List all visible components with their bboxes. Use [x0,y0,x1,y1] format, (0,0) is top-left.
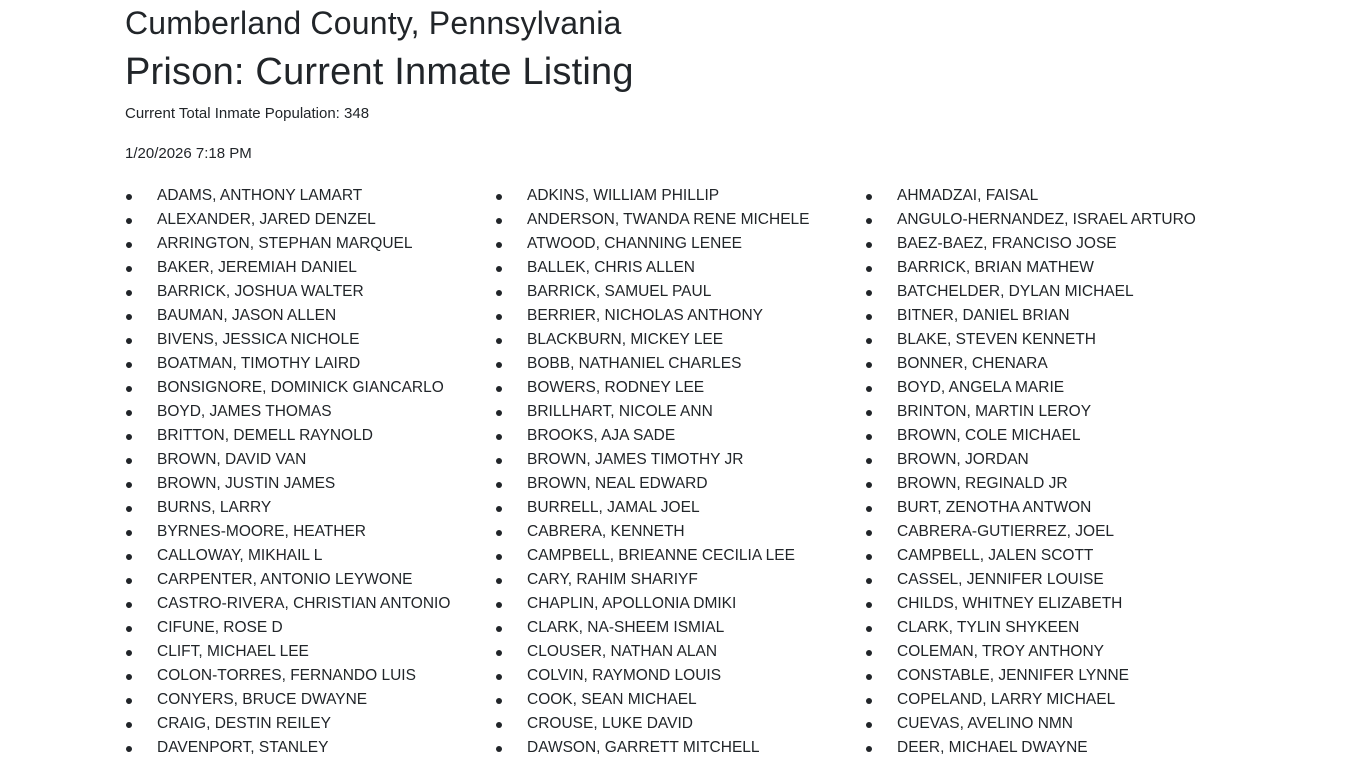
inmate-list-item: BATCHELDER, DYLAN MICHAEL [865,280,1235,304]
inmate-list-item: BROWN, JAMES TIMOTHY JR [495,448,865,472]
inmate-list-item: BARRICK, SAMUEL PAUL [495,280,865,304]
inmate-list-item: BRILLHART, NICOLE ANN [495,400,865,424]
inmate-list-item: BROWN, REGINALD JR [865,472,1235,496]
inmate-list-item: CUEVAS, AVELINO NMN [865,712,1235,736]
inmate-list-item: BOATMAN, TIMOTHY LAIRD [125,352,495,376]
inmate-list-item: ARRINGTON, STEPHAN MARQUEL [125,232,495,256]
inmate-list-item: CRAIG, DESTIN REILEY [125,712,495,736]
inmate-list-item: BURRELL, JAMAL JOEL [495,496,865,520]
inmate-column-2 [495,184,865,760]
inmate-list-item: BURNS, LARRY [125,496,495,520]
inmate-list-item: ALEXANDER, JARED DENZEL [125,208,495,232]
inmate-list-item: BROWN, JUSTIN JAMES [125,472,495,496]
inmate-list-item: AHMADZAI, FAISAL [865,184,1235,208]
inmate-list-item: BOBB, NATHANIEL CHARLES [495,352,865,376]
inmate-list-item: ATWOOD, CHANNING LENEE [495,232,865,256]
inmate-list-item: CLARK, TYLIN SHYKEEN [865,616,1235,640]
inmate-list-item: COLVIN, RAYMOND LOUIS [495,664,865,688]
inmate-list-item: DEER, MICHAEL DWAYNE [865,736,1235,760]
inmate-list-item: CARY, RAHIM SHARIYF [495,568,865,592]
inmate-list-item: BARRICK, BRIAN MATHEW [865,256,1235,280]
inmate-list-item: BONSIGNORE, DOMINICK GIANCARLO [125,376,495,400]
inmate-list-item: BRITTON, DEMELL RAYNOLD [125,424,495,448]
inmate-list-item: CARPENTER, ANTONIO LEYWONE [125,568,495,592]
inmate-list-item: BOYD, ANGELA MARIE [865,376,1235,400]
page-title: Prison: Current Inmate Listing [125,51,634,93]
county-title: Cumberland County, Pennsylvania [125,5,622,41]
inmate-list-item: BURT, ZENOTHA ANTWON [865,496,1235,520]
inmate-list-item: BITNER, DANIEL BRIAN [865,304,1235,328]
inmate-list-item: COOK, SEAN MICHAEL [495,688,865,712]
inmate-list-item: ANGULO-HERNANDEZ, ISRAEL ARTURO [865,208,1235,232]
inmate-list-item: CLARK, NA-SHEEM ISMIAL [495,616,865,640]
inmate-list-item: BLAKE, STEVEN KENNETH [865,328,1235,352]
inmate-list-item: DAVENPORT, STANLEY [125,736,495,760]
timestamp: 1/20/2026 7:18 PM [125,145,252,162]
inmate-list-item: COPELAND, LARRY MICHAEL [865,688,1235,712]
population-count: Current Total Inmate Population: 348 [125,105,370,122]
inmate-list-item: COLON-TORRES, FERNANDO LUIS [125,664,495,688]
inmate-list-item: CASSEL, JENNIFER LOUISE [865,568,1235,592]
inmate-list-item: CASTRO-RIVERA, CHRISTIAN ANTONIO [125,592,495,616]
inmate-list-item: BAUMAN, JASON ALLEN [125,304,495,328]
inmate-list-item: BOWERS, RODNEY LEE [495,376,865,400]
inmate-column-1 [125,184,495,760]
inmate-column-3 [865,184,1235,760]
inmate-list-item: ANDERSON, TWANDA RENE MICHELE [495,208,865,232]
inmate-list-item: CABRERA-GUTIERREZ, JOEL [865,520,1235,544]
inmate-list-item: BROWN, JORDAN [865,448,1235,472]
inmate-list-item: BALLEK, CHRIS ALLEN [495,256,865,280]
inmate-list-item: BLACKBURN, MICKEY LEE [495,328,865,352]
inmate-list-item: CONYERS, BRUCE DWAYNE [125,688,495,712]
inmate-list-item: BROWN, NEAL EDWARD [495,472,865,496]
inmate-list-item: BROOKS, AJA SADE [495,424,865,448]
inmate-list-item: BROWN, COLE MICHAEL [865,424,1235,448]
inmate-list-item: CALLOWAY, MIKHAIL L [125,544,495,568]
inmate-list-item: COLEMAN, TROY ANTHONY [865,640,1235,664]
inmate-list-item: CLIFT, MICHAEL LEE [125,640,495,664]
inmate-list-item: BARRICK, JOSHUA WALTER [125,280,495,304]
inmate-list-item: BOYD, JAMES THOMAS [125,400,495,424]
inmate-list-item: CHAPLIN, APOLLONIA DMIKI [495,592,865,616]
inmate-list-item: BAKER, JEREMIAH DANIEL [125,256,495,280]
inmate-list-item: BROWN, DAVID VAN [125,448,495,472]
inmate-list-item: CAMPBELL, JALEN SCOTT [865,544,1235,568]
inmate-list-item: ADKINS, WILLIAM PHILLIP [495,184,865,208]
inmate-list-item: CAMPBELL, BRIEANNE CECILIA LEE [495,544,865,568]
inmate-list-item: CLOUSER, NATHAN ALAN [495,640,865,664]
inmate-list-item: BIVENS, JESSICA NICHOLE [125,328,495,352]
inmate-list-item: CIFUNE, ROSE D [125,616,495,640]
inmate-list-item: BYRNES-MOORE, HEATHER [125,520,495,544]
inmate-list-item: DAWSON, GARRETT MITCHELL [495,736,865,760]
inmate-list-item: CONSTABLE, JENNIFER LYNNE [865,664,1235,688]
page-container [125,4,1241,760]
inmate-list-item: BONNER, CHENARA [865,352,1235,376]
inmate-list-item: CABRERA, KENNETH [495,520,865,544]
inmate-list-item: BERRIER, NICHOLAS ANTHONY [495,304,865,328]
inmate-list-item: ADAMS, ANTHONY LAMART [125,184,495,208]
inmate-list-item: CROUSE, LUKE DAVID [495,712,865,736]
inmate-list-item: BAEZ-BAEZ, FRANCISO JOSE [865,232,1235,256]
inmate-list-item: BRINTON, MARTIN LEROY [865,400,1235,424]
inmate-list-item: CHILDS, WHITNEY ELIZABETH [865,592,1235,616]
inmate-list [125,184,1241,760]
